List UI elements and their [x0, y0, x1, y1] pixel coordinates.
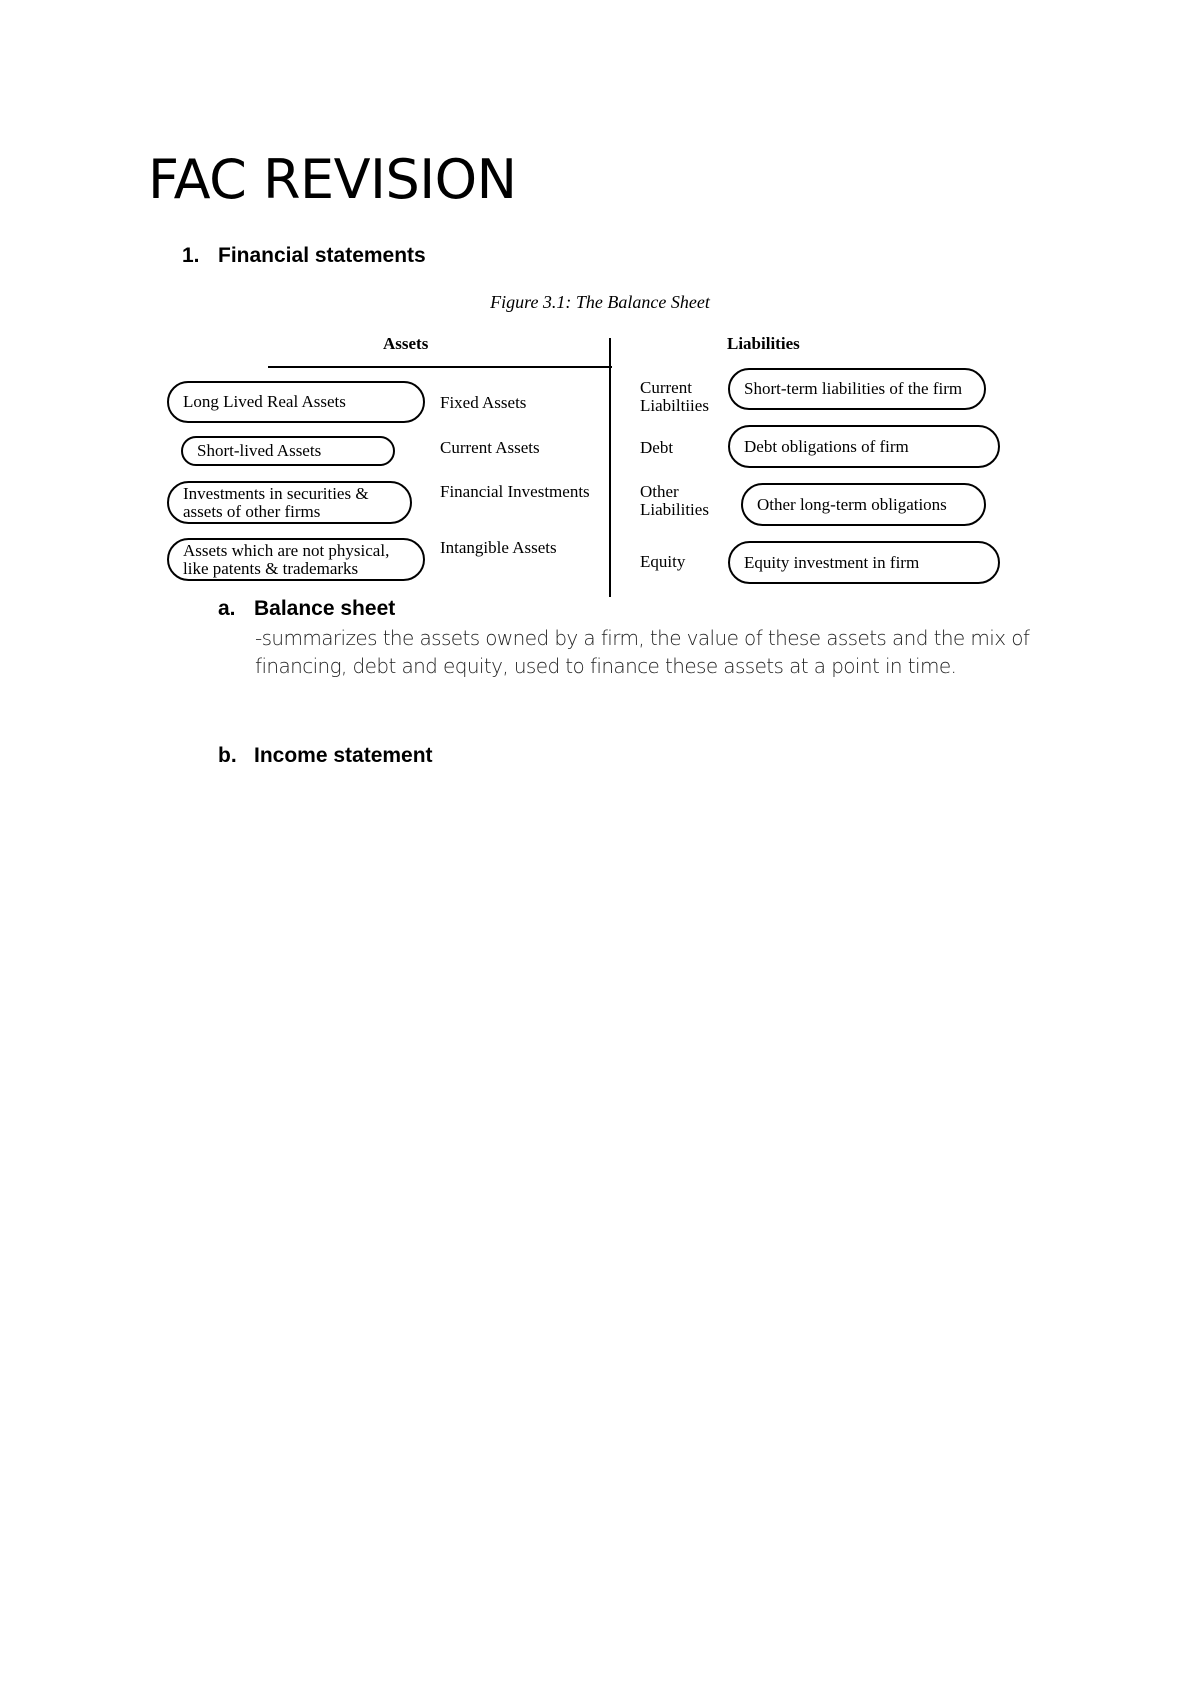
subsection-letter: a.: [218, 597, 236, 620]
subsection-body: -summarizes the assets owned by a firm, the value of these assets and the mix of financing, debt and equity, used to finance these assets at a point in time.: [255, 626, 1030, 678]
asset-label: Fixed Assets: [440, 393, 527, 412]
subsection-letter: b.: [218, 744, 237, 767]
asset-label: Current Assets: [440, 438, 540, 457]
liability-desc-text: Equity investment in firm: [744, 552, 920, 572]
asset-desc-text: Investments in securities &: [183, 483, 369, 503]
liability-label: Other Liabilities: [640, 482, 709, 519]
asset-label: Financial Investments: [440, 482, 590, 501]
asset-desc-text: Assets which are not physical,: [183, 540, 390, 560]
asset-desc-text: Short-lived Assets: [197, 441, 322, 460]
liability-label: Current Liabiltiies: [640, 378, 709, 415]
asset-desc-text: like patents & trademarks: [183, 558, 359, 578]
asset-desc-pill: [167, 381, 425, 423]
asset-desc-text: assets of other firms: [183, 501, 321, 521]
asset-desc-pill: [167, 538, 425, 581]
liability-desc-pill: [728, 368, 986, 410]
assets-header: Assets: [383, 334, 429, 353]
liability-desc-pill: [728, 541, 1000, 584]
balance-sheet-figure: [0, 0, 1200, 620]
liability-label: Debt: [640, 438, 674, 457]
section-number: 1.: [182, 244, 200, 267]
liability-desc-pill: [741, 483, 986, 526]
asset-desc-pill: [167, 481, 412, 524]
liability-desc-text: Short-term liabilities of the firm: [744, 379, 963, 398]
liability-desc-text: Other long-term obligations: [757, 494, 947, 514]
liability-label: Equity: [640, 552, 686, 571]
liability-desc-text: Debt obligations of firm: [744, 436, 909, 456]
document-title: FAC REVISION: [148, 148, 517, 211]
figure-caption: Figure 3.1: The Balance Sheet: [490, 292, 710, 312]
asset-label: Intangible Assets: [440, 538, 557, 557]
asset-desc-text: Long Lived Real Assets: [183, 392, 346, 411]
figure-lines: [0, 0, 1200, 620]
liabilities-header: Liabilities: [727, 334, 800, 353]
section-title: Financial statements: [218, 244, 426, 267]
liability-desc-pill: [728, 425, 1000, 468]
subsection-title: Balance sheet: [254, 597, 396, 620]
subsection-title: Income statement: [254, 744, 433, 767]
asset-desc-pill: [181, 436, 395, 466]
